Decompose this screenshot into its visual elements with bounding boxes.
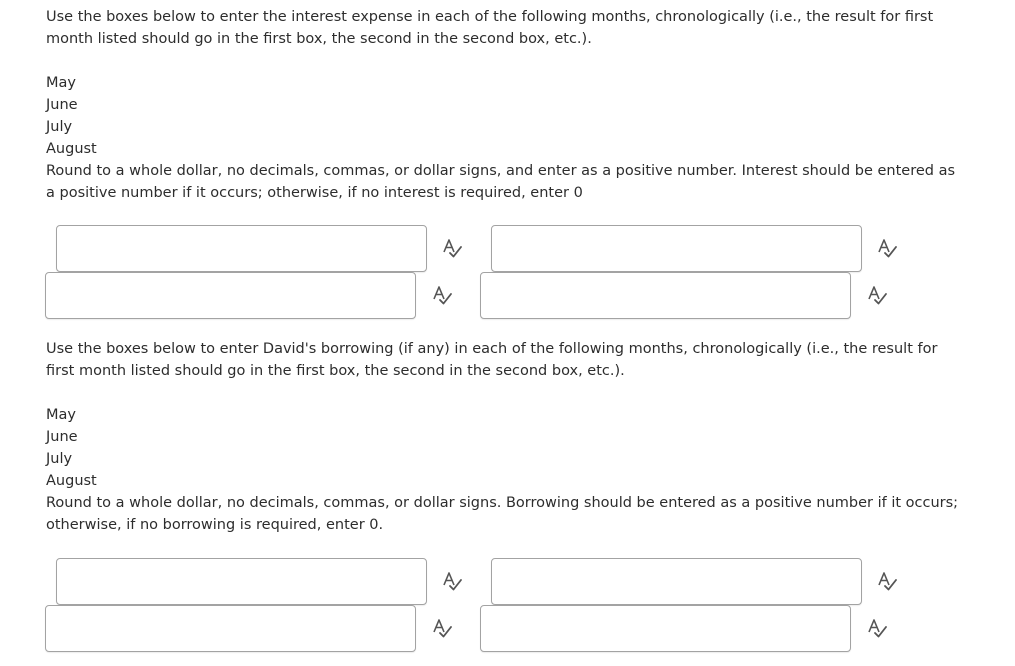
borrowing-input-4[interactable] — [480, 605, 851, 652]
borrowing-input-3[interactable] — [45, 605, 416, 652]
spellcheck-icon[interactable] — [441, 238, 463, 258]
interest-month-3: July — [46, 119, 73, 135]
interest-month-4: August — [46, 141, 97, 157]
borrowing-month-3: July — [46, 451, 73, 467]
interest-month-2: June — [46, 97, 78, 113]
interest-input-3[interactable] — [45, 272, 416, 319]
spellcheck-icon[interactable] — [866, 618, 888, 638]
interest-input-4[interactable] — [480, 272, 851, 319]
spellcheck-icon[interactable] — [441, 571, 463, 591]
spellcheck-icon[interactable] — [876, 238, 898, 258]
borrowing-month-2: June — [46, 429, 78, 445]
spellcheck-icon[interactable] — [866, 285, 888, 305]
borrowing-input-2[interactable] — [491, 558, 862, 605]
interest-rounding-note: Round to a whole dollar, no decimals, commas, or dollar signs, and enter as a positive number. Interest should be entered as a positive number if it occurs; otherwise, if no interest is required, enter 0 — [46, 163, 956, 201]
interest-input-1[interactable] — [56, 225, 427, 272]
interest-month-1: May — [46, 75, 76, 91]
borrowing-rounding-note: Round to a whole dollar, no decimals, commas, or dollar signs. Borrowing should be entered as a positive number if it occurs; otherwise, if no borrowing is required, enter 0. — [46, 495, 959, 533]
borrowing-input-1[interactable] — [56, 558, 427, 605]
interest-instructions: Use the boxes below to enter the interest expense in each of the following months, chronologically (i.e., the result for first month listed should go in the first box, the second in the second box, etc.). — [46, 9, 934, 47]
spellcheck-icon[interactable] — [431, 618, 453, 638]
spellcheck-icon[interactable] — [431, 285, 453, 305]
spellcheck-icon[interactable] — [876, 571, 898, 591]
interest-input-2[interactable] — [491, 225, 862, 272]
borrowing-month-4: August — [46, 473, 97, 489]
borrowing-month-1: May — [46, 407, 76, 423]
borrowing-instructions: Use the boxes below to enter David's borrowing (if any) in each of the following months, chronologically (i.e., the result for first month listed should go in the first box, the second in the second box, etc.). — [46, 341, 938, 379]
